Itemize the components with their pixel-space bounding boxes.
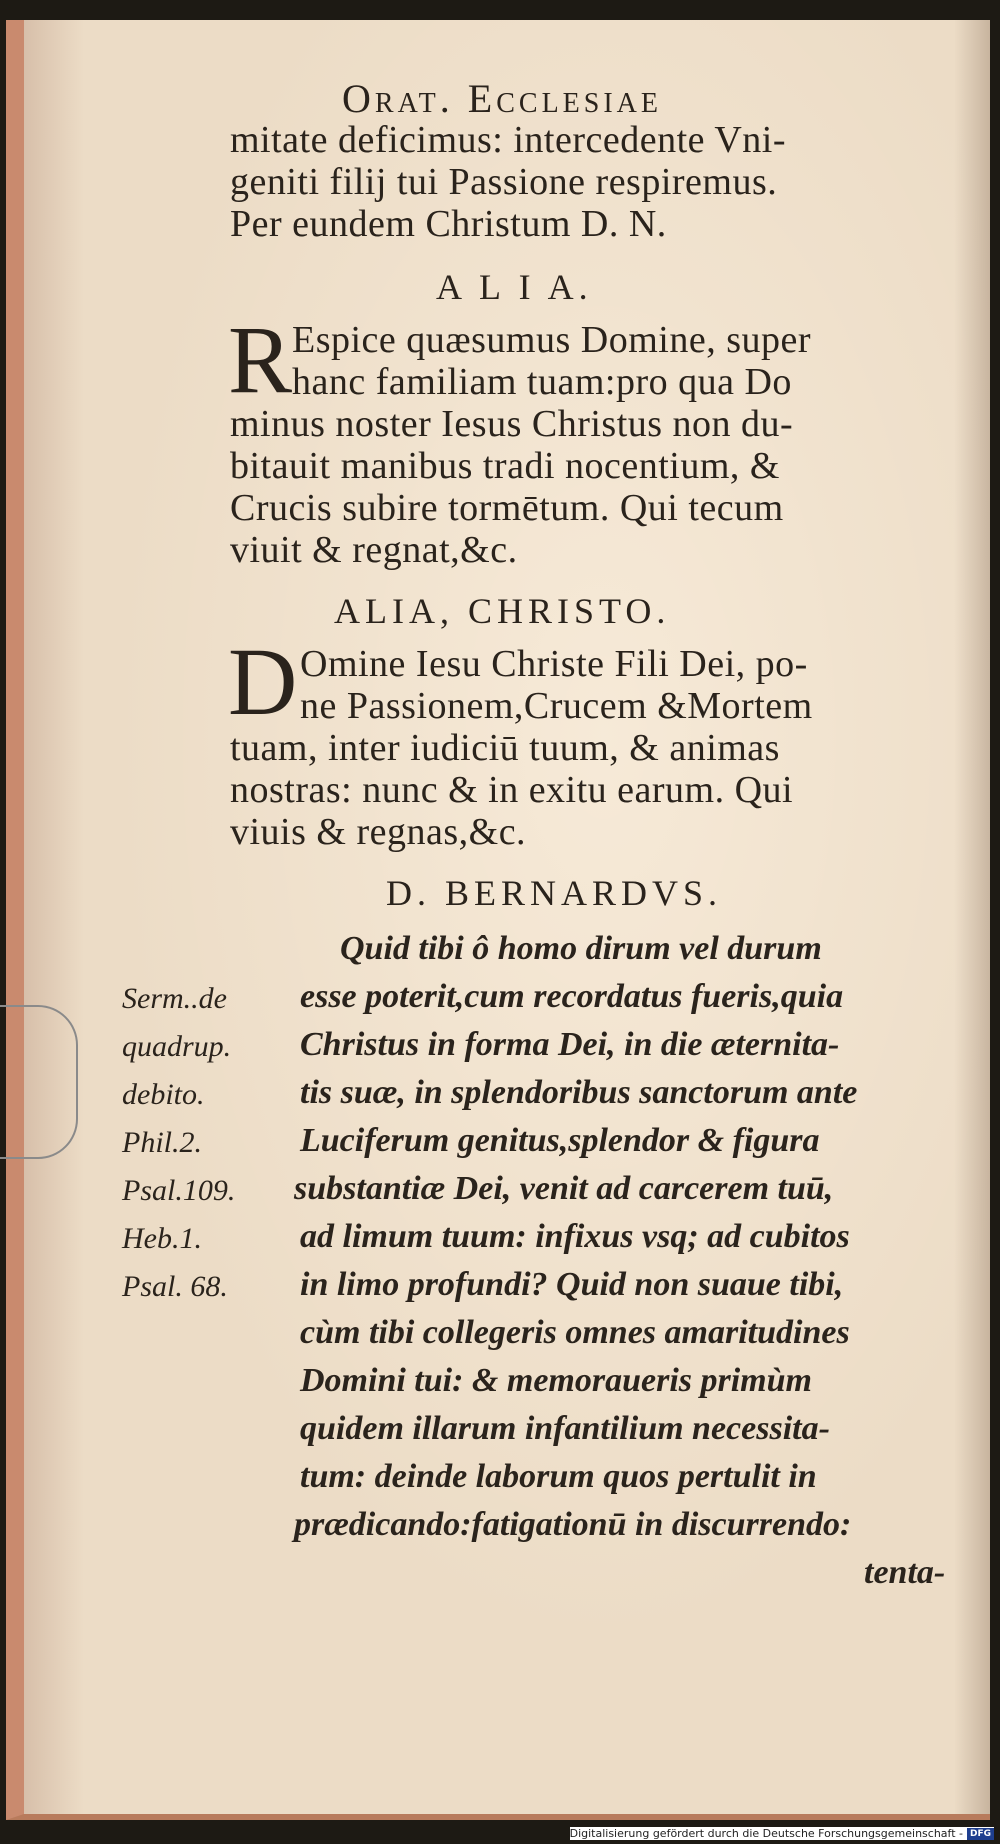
text-line: hanc familiam tuam:pro qua Do (292, 361, 792, 403)
text-line: nostras: nunc & in exitu earum. Qui (230, 769, 794, 811)
marginal-note: Psal.109. (122, 1174, 236, 1207)
text-line: prædicando:fatigationū in discurrendo: (294, 1506, 852, 1543)
text-line: Omine Iesu Christe Fili Dei, po- (300, 643, 808, 685)
text-line: minus noster Iesus Christus non du- (230, 403, 794, 445)
text-line: bitauit manibus tradi nocentium, & (230, 445, 780, 487)
text-line: Espice quæsumus Domine, super (292, 319, 812, 361)
dfg-logo: DFG (967, 1828, 994, 1840)
text-line: substantiæ Dei, venit ad carcerem tuū, (294, 1170, 834, 1207)
text-line: ad limum tuum: infixus vsq; ad cubitos (300, 1218, 850, 1255)
running-head: Orat. Ecclesiae (342, 76, 662, 121)
text-line: cùm tibi collegeris omnes amaritudines (300, 1314, 850, 1351)
marginal-note: debito. (122, 1078, 205, 1111)
text-line: in limo profundi? Quid non suaue tibi, (300, 1266, 844, 1303)
catchword: tenta- (864, 1554, 946, 1591)
drop-cap: D (228, 628, 298, 735)
text-line: Luciferum genitus,splendor & figura (300, 1122, 820, 1159)
text-line: geniti filij tui Passione respiremus. (230, 161, 778, 203)
section-heading-alia: A L I A. (436, 267, 593, 307)
text-line: Crucis subire tormētum. Qui tecum (230, 487, 784, 529)
text-line: Per eundem Christum D. N. (230, 203, 667, 245)
drop-cap: R (228, 306, 293, 413)
text-line: quidem illarum infantilium necessita- (300, 1410, 830, 1447)
text-line: tuam, inter iudiciū tuum, & animas (230, 727, 780, 769)
marginal-note: Heb.1. (122, 1222, 202, 1255)
book-page (6, 20, 990, 1820)
text-line: Christus in forma Dei, in die æternita- (300, 1026, 840, 1063)
text-line: viuis & regnas,&c. (230, 811, 527, 853)
marginal-note: quadrup. (122, 1030, 232, 1063)
credit-text: Digitalisierung gefördert durch die Deutsche Forschungsgemeinschaft - (569, 1827, 963, 1840)
marginal-note: Phil.2. (122, 1126, 202, 1159)
text-line: esse poterit,cum recordatus fueris,quia (300, 978, 844, 1015)
page-edge-shadow (954, 20, 990, 1814)
text-line: viuit & regnat,&c. (230, 529, 518, 571)
text-line: ne Passionem,Crucem &Mortem (300, 685, 813, 727)
text-line: mitate deficimus: intercedente Vni- (230, 119, 786, 161)
binding-thread (0, 1005, 78, 1159)
text-line: Domini tui: & memoraueris primùm (300, 1362, 812, 1399)
text-line: tum: deinde laborum quos pertulit in (300, 1458, 817, 1495)
text-line: Quid tibi ô homo dirum vel durum (340, 930, 822, 967)
text-line: tis suæ, in splendoribus sanctorum ante (300, 1074, 858, 1111)
section-heading-bernardus: D. BERNARDVS. (386, 873, 723, 913)
section-heading-alia-christo: ALIA, CHRISTO. (334, 591, 671, 631)
digitization-credit (570, 1827, 994, 1840)
marginal-note: Serm..de (122, 982, 227, 1015)
marginal-note: Psal. 68. (122, 1270, 228, 1303)
